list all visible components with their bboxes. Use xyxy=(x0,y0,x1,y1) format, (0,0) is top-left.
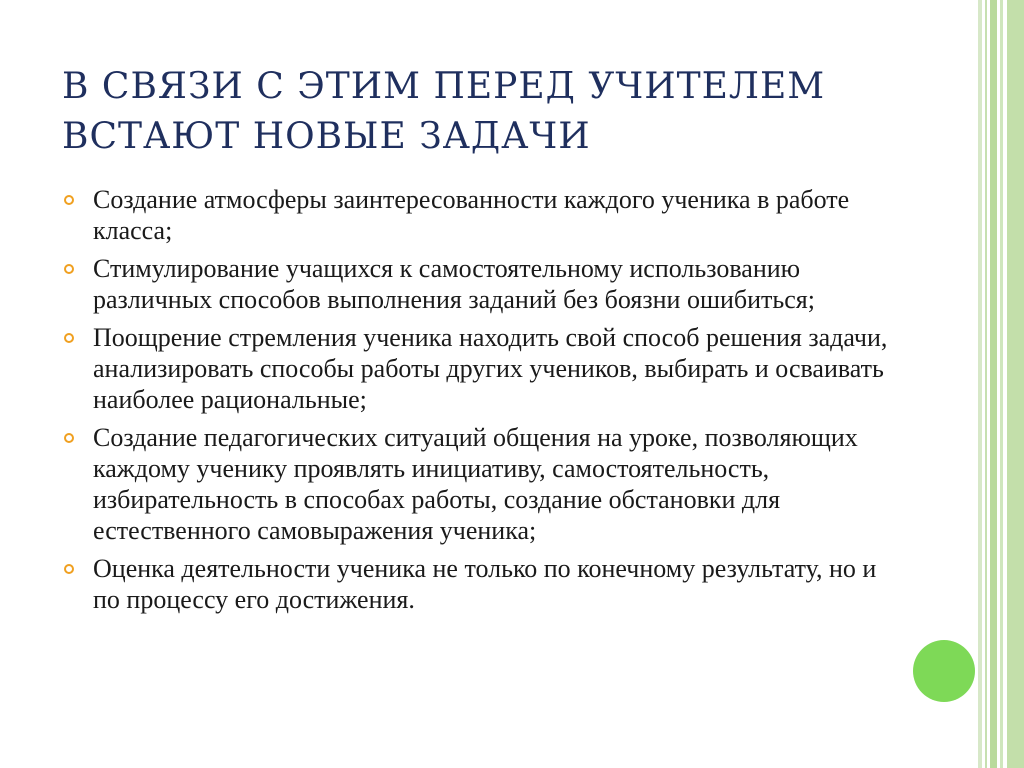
bullet-item xyxy=(62,253,892,315)
bullet-ring-icon xyxy=(64,564,74,574)
decorative-stripe xyxy=(1000,0,1003,768)
green-circle-icon xyxy=(913,640,975,702)
bullet-text: Оценка деятельности ученика не только по конечному результату, но и по процессу его достижения. xyxy=(93,554,877,614)
decorative-stripe xyxy=(985,0,987,768)
bullet-ring-icon xyxy=(64,264,74,274)
bullet-text: Стимулирование учащихся к самостоятельному использованию различных способов выполнения заданий без боязни ошибиться; xyxy=(93,254,815,314)
bullet-ring-icon xyxy=(64,433,74,443)
bullet-text: Создание педагогических ситуаций общения на уроке, позволяющих каждому ученику проявлять инициативу, самостоятельность, избирательность в способах работы, создание обстановки для естественного самовыражения ученика; xyxy=(93,423,858,545)
slide-title: В СВЯЗИ С ЭТИМ ПЕРЕД УЧИТЕЛЕМ ВСТАЮТ НОВЫЕ ЗАДАЧИ xyxy=(62,66,826,157)
bullet-ring-icon xyxy=(64,195,74,205)
bullet-text: Создание атмосферы заинтересованности каждого ученика в работе класса; xyxy=(93,185,850,245)
bullet-item xyxy=(62,553,892,615)
bullet-ring-icon xyxy=(64,333,74,343)
bullet-item xyxy=(62,422,892,546)
bullet-item xyxy=(62,322,892,415)
decorative-stripe xyxy=(1007,0,1024,768)
decorative-stripe xyxy=(990,0,997,768)
bullet-text: Поощрение стремления ученика находить свой способ решения задачи, анализировать способы работы других учеников, выбирать и осваивать наиболее рациональные; xyxy=(93,323,888,414)
decorative-stripe xyxy=(978,0,982,768)
bullet-list xyxy=(62,184,892,622)
bullet-item xyxy=(62,184,892,246)
